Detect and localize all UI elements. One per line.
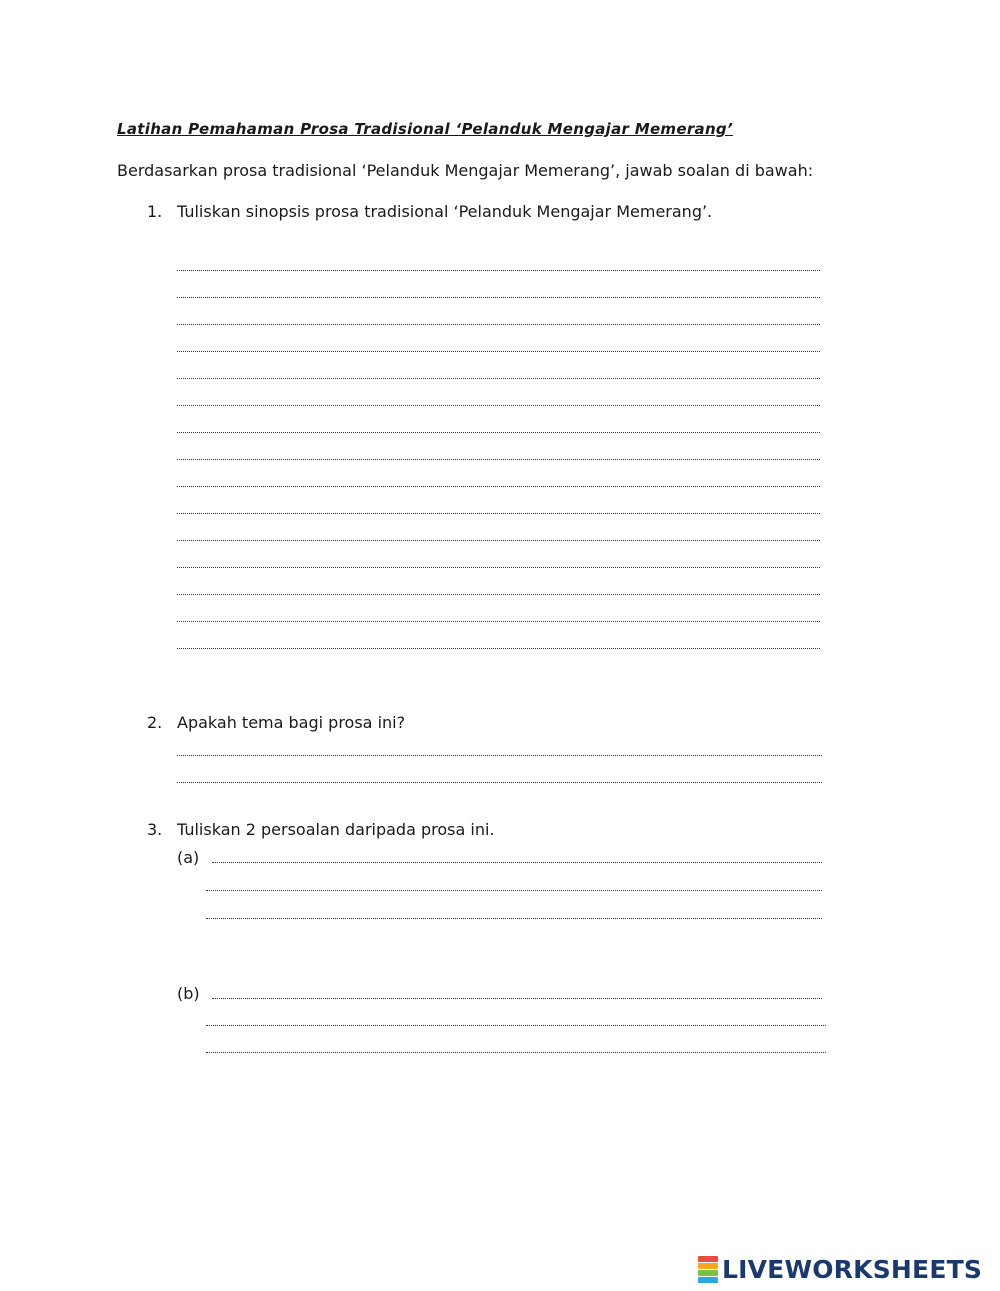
answer-line: [177, 486, 820, 487]
answer-line: [212, 998, 822, 999]
question-text: Tuliskan 2 persoalan daripada prosa ini.: [177, 820, 495, 839]
answer-line: [177, 755, 822, 756]
answer-line: [177, 782, 822, 783]
answer-line: [177, 567, 820, 568]
subpart-a-label: (a): [177, 848, 200, 867]
worksheet-title: Latihan Pemahaman Prosa Tradisional ‘Pelanduk Mengajar Memerang’: [117, 120, 733, 138]
liveworksheets-logo: [698, 1253, 982, 1285]
question-number: 1.: [147, 202, 163, 221]
answer-line: [177, 540, 820, 541]
answer-line: [177, 378, 820, 379]
subpart-b-label: (b): [177, 984, 200, 1003]
answer-line: [177, 351, 820, 352]
logo-text: LIVEWORKSHEETS: [722, 1254, 983, 1284]
logo-stripe: [698, 1263, 718, 1269]
answer-line: [177, 594, 820, 595]
answer-line: [177, 621, 820, 622]
logo-stripe: [698, 1277, 718, 1283]
logo-stripe: [698, 1270, 718, 1276]
answer-line: [212, 862, 822, 863]
answer-line: [177, 459, 820, 460]
answer-line: [177, 648, 820, 649]
question-text: Tuliskan sinopsis prosa tradisional ‘Pelanduk Mengajar Memerang’.: [177, 202, 713, 221]
answer-line: [206, 1025, 826, 1026]
answer-line: [177, 513, 820, 514]
answer-line: [206, 918, 822, 919]
logo-mark-icon: [698, 1255, 718, 1283]
answer-line: [177, 297, 820, 298]
answer-line: [206, 890, 822, 891]
answer-line: [206, 1052, 826, 1053]
logo-stripe: [698, 1256, 718, 1262]
question-text: Apakah tema bagi prosa ini?: [177, 713, 406, 732]
question-number: 2.: [147, 713, 163, 732]
answer-line: [177, 324, 820, 325]
answer-line: [177, 270, 820, 271]
answer-line: [177, 405, 820, 406]
answer-line: [177, 432, 820, 433]
instructions: Berdasarkan prosa tradisional ‘Pelanduk Mengajar Memerang’, jawab soalan di bawah:: [117, 161, 814, 180]
question-number: 3.: [147, 820, 163, 839]
